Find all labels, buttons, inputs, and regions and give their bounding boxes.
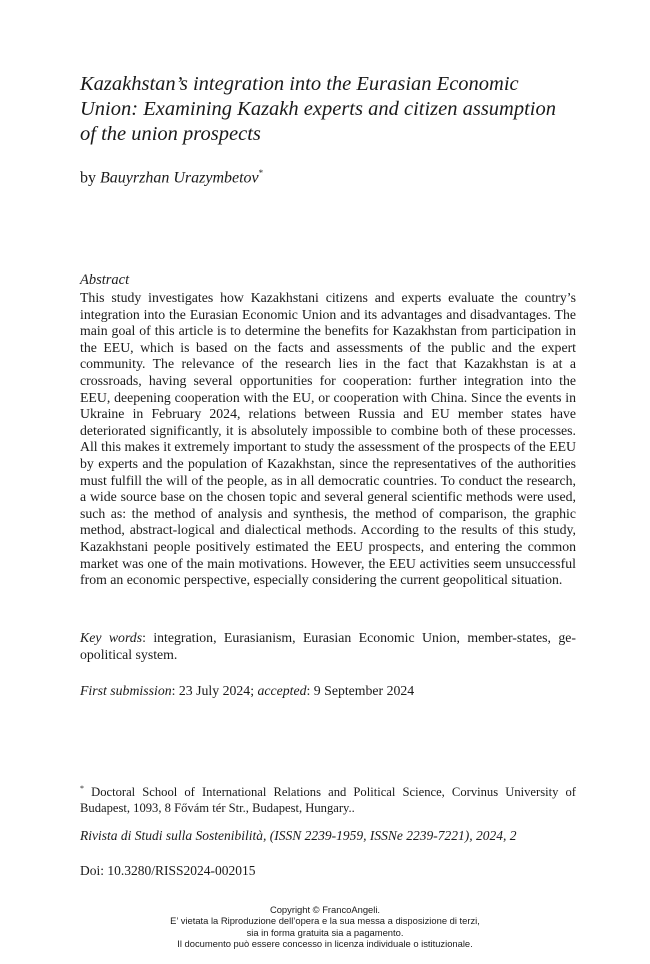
abstract-heading: Abstract [80,272,130,288]
copyright-line: E’ vietata la Riproduzione dell’opera e la sua messa a disposizione di terzi, [170,915,480,927]
copyright-notice [0,904,650,950]
submission-dates [80,682,414,699]
copyright-line: sia in forma gratuita sia a pagamento. [246,926,404,938]
author-byline [80,163,263,188]
keywords-label: Key words [80,630,143,645]
author-affiliation-footnote [80,781,576,816]
abstract-text: This study investigates how Kazakhstani citizens and experts evaluate the country’s integration into the Eurasian Economic Union and its advantages and disadvantages. The main goal of this article is to determine the benefits for Kazakhstan from participation in the EEU, which is based on the facts and assessments of the public and the expert community. The relevance of the research lies in the fact that Kazakhstan is at a crossroads, having several opportunities for cooperation: further integration into the EEU, deepening cooperation with the EU, or cooperation with China. Since the events in Ukraine in February 2024, relations between Russia and EU member states have deteriorated significantly, it is absolutely impossible to combine both of these processes. All this makes it extremely important to study the assessment of the prospects of the EEU by experts and the population of Kazakhstan, since the representatives of the authorities must fulfill the will of the people, as in all democratic countries. To conduct the research, a wide source base on the chosen topic and several general scientific methods were used, such as: the method of analysis and synthesis, the method of comparison, the graphic method, abstract-logical and dialectical methods. According to the results of this study, Kazakhstani people positively estimated the EEU prospects, and entering the common market was one of the main motivations. However, the EEU activities seem unsuccessful from an economic perspective, especially considering the current geopolitical situation. [80,290,576,588]
doi: Doi: 10.3280/RISS2024-002015 [80,863,256,878]
keywords [80,630,576,663]
footnote-marker: * [80,784,84,793]
first-submission-label: First submission [80,683,172,698]
byline-prefix: by [80,169,96,187]
copyright-line: Il documento può essere concesso in licenza individuale o istituzionale. [177,938,473,950]
author-footnote-marker: * [258,168,264,178]
accepted-label: accepted [257,683,307,698]
footnote-text: Doctoral School of International Relations and Political Science, Corvinus University of Budapest, 1093, 8 Fővám tér Str., Budapest, Hungary.. [80,785,576,815]
accepted-date: : 9 September 2024 [306,683,415,698]
first-submission-date: : 23 July 2024; [171,683,258,698]
keywords-text: : integration, Eurasianism, Eurasian Economic Union, member-states, geopolitical system. [80,630,576,662]
article-title: Kazakhstan’s integration into the Eurasian Economic Union: Examining Kazakh experts and citizen assumption of the union prospects [80,73,557,145]
journal-citation: Rivista di Studi sulla Sostenibilità, (ISSN 2239-1959, ISSNe 2239-7221), 2024, 2 [80,828,517,843]
copyright-line: Copyright © FrancoAngeli. [269,904,381,915]
author-name: Bauyrzhan Urazymbetov [100,169,259,187]
